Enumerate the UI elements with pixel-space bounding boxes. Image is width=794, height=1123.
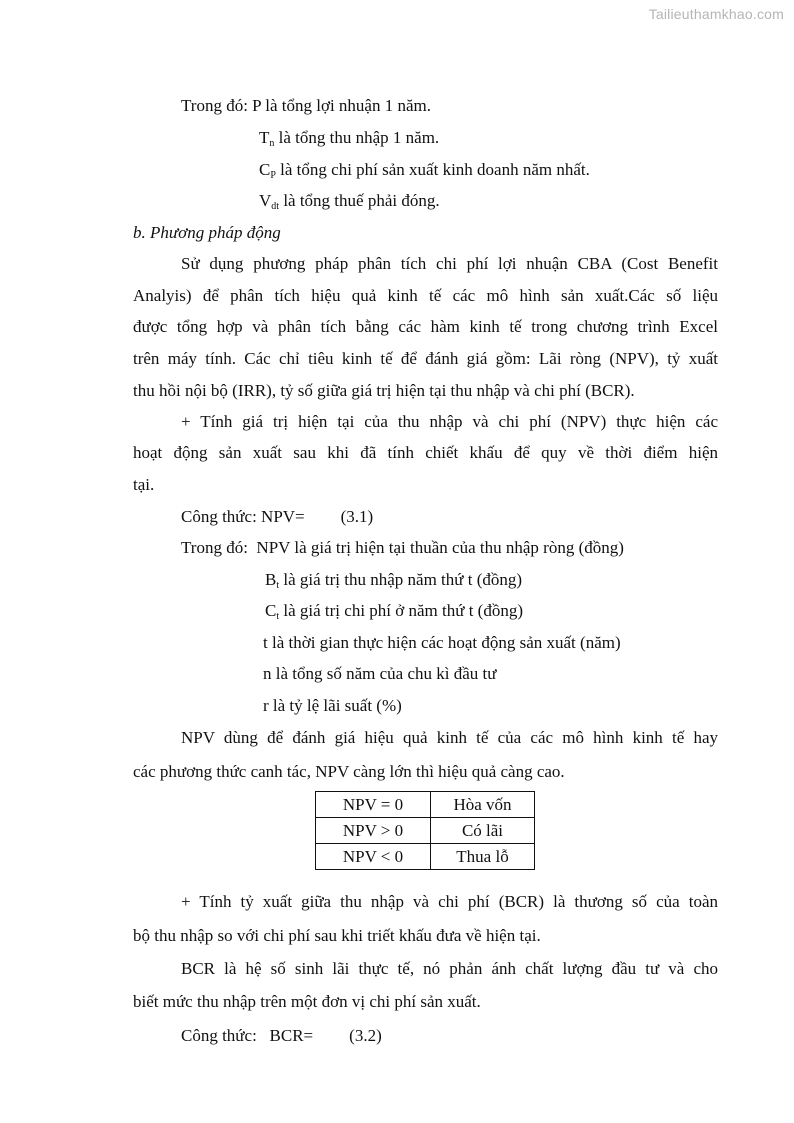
bt-text: là giá trị thu nhập năm thứ t (đồng) [279,570,523,589]
def-r-line: r là tỷ lệ lãi suất (%) [263,696,402,715]
formula-bcr-number: (3.2) [349,1026,382,1045]
para3-line-0: NPV dùng để đánh giá hiệu quả kinh tế của các mô hình kinh tế hay [181,728,718,747]
def-npv-line [181,538,624,558]
table-row [316,818,535,844]
intro-vdt-line [259,191,440,217]
tn-subscript: n [269,138,275,149]
ct-subscript: t [276,611,280,622]
def-n-line: n là tổng số năm của chu kì đầu tư [263,664,497,683]
para1-line-4: thu hồi nội bộ (IRR), tỷ số giữa giá trị hiện tại thu nhập và chi phí (BCR). [133,381,635,400]
para4-line-0: + Tính tỷ xuất giữa thu nhập và chi phí (BCR) là thương số của toàn [181,892,718,911]
intro-label: Trong đó: [181,96,248,115]
table-cell: Có lãi [431,818,535,844]
section-heading: b. Phương pháp động [133,223,281,242]
intro-cp-line [259,160,590,186]
intro-tn-line [259,128,439,154]
formula-npv [181,507,373,527]
para2-line-0: + Tính giá trị hiện tại của thu nhập và chi phí (NPV) thực hiện các [181,412,718,431]
intro-p-line [181,96,431,116]
para1-line-1: Analyis) để phân tích hiệu quả kinh tế các mô hình sản xuất.Các số liệu [133,286,718,305]
intro-p-text: P là tổng lợi nhuận 1 năm. [252,96,431,115]
para2-line-1: hoạt động sản xuất sau khi đã tính chiết khấu để quy về thời điểm hiện [133,443,718,462]
npv-table [315,791,535,870]
formula-bcr [181,1026,382,1046]
table-cell: NPV > 0 [316,818,431,844]
para3-line-1: các phương thức canh tác, NPV càng lớn thì hiệu quả càng cao. [133,762,565,781]
para5-line-0: BCR là hệ số sinh lãi thực tế, nó phản ánh chất lượng đầu tư và cho [181,959,718,978]
vdt-subscript: dt [271,201,280,212]
ct-symbol: C [265,601,277,620]
para1-line-2: được tổng hợp và phân tích bằng các hàm kinh tế trong chương trình Excel [133,317,718,336]
table-row [316,792,535,818]
def-label: Trong đó: [181,538,248,557]
bt-symbol: B [265,570,277,589]
formula-bcr-label: Công thức: BCR= [181,1026,314,1045]
def-ct-line [265,601,523,627]
para5-line-1: biết mức thu nhập trên một đơn vị chi phí sản xuất. [133,992,481,1011]
para4-line-1: bộ thu nhập so với chi phí sau khi triết khấu đưa về hiện tại. [133,926,541,945]
def-bt-line [265,570,522,596]
def-npv-text: NPV là giá trị hiện tại thuần của thu nhập ròng (đồng) [256,538,624,557]
cp-subscript: P [270,170,276,181]
para1-line-0: Sử dụng phương pháp phân tích chi phí lợi nhuận CBA (Cost Benefit [181,254,718,273]
tn-symbol: T [259,128,270,147]
table-row [316,844,535,870]
table-cell: NPV < 0 [316,844,431,870]
para2-line-2: tại. [133,475,155,494]
table-cell: NPV = 0 [316,792,431,818]
vdt-text: là tổng thuế phải đóng. [279,191,440,210]
table-cell: Thua lỗ [431,844,535,870]
cp-symbol: C [259,160,271,179]
watermark: Tailieuthamkhao.com [648,6,784,22]
table-cell: Hòa vốn [431,792,535,818]
vdt-symbol: V [259,191,272,210]
formula-npv-label: Công thức: NPV= [181,507,305,526]
bt-subscript: t [276,580,280,591]
def-t-line: t là thời gian thực hiện các hoạt động sản xuất (năm) [263,633,621,652]
para1-line-3: trên máy tính. Các chỉ tiêu kinh tế để đánh giá gồm: Lãi ròng (NPV), tỷ xuất [133,349,718,368]
tn-text: là tổng thu nhập 1 năm. [274,128,440,147]
ct-text: là giá trị chi phí ở năm thứ t (đồng) [279,601,524,620]
cp-text: là tổng chi phí sản xuất kinh doanh năm nhất. [275,160,590,179]
formula-npv-number: (3.1) [340,507,374,526]
